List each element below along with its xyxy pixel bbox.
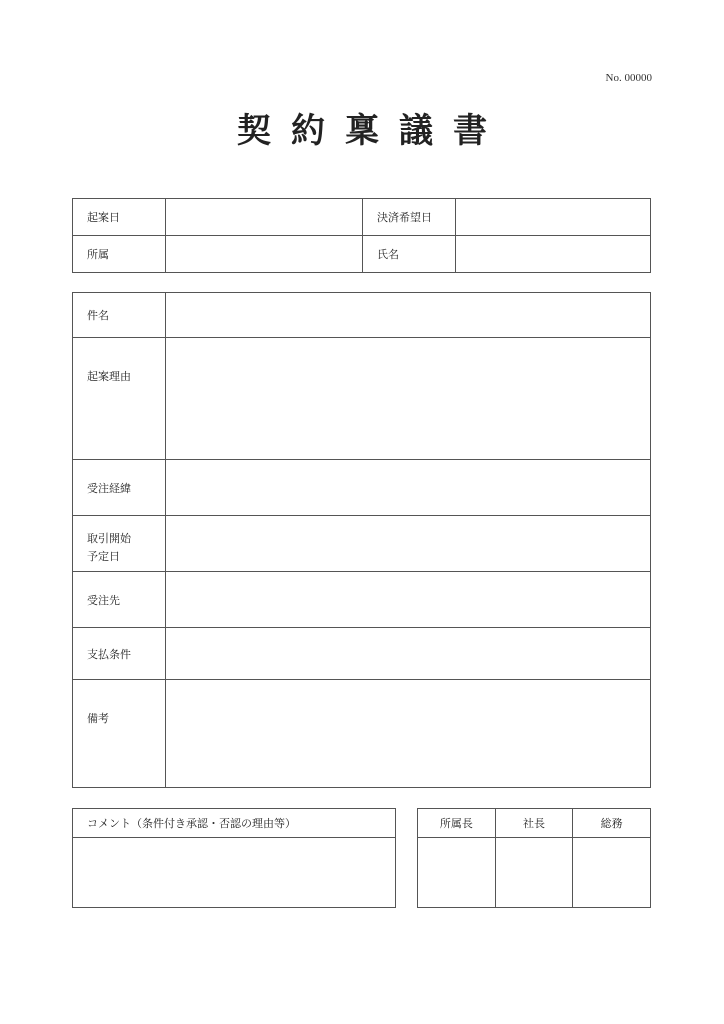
subject-label: 件名 bbox=[73, 293, 166, 338]
subject-field[interactable] bbox=[166, 293, 651, 338]
remarks-field[interactable] bbox=[166, 680, 651, 788]
background-label: 受注経緯 bbox=[73, 460, 166, 516]
approval-stamp-president[interactable] bbox=[495, 838, 573, 908]
name-label: 氏名 bbox=[363, 236, 456, 273]
comment-label: コメント（条件付き承認・否認の理由等） bbox=[73, 809, 396, 838]
approval-header-president: 社長 bbox=[495, 809, 573, 838]
page-title: 契約稟議書 bbox=[237, 111, 507, 151]
department-field[interactable] bbox=[166, 236, 363, 273]
department-label: 所属 bbox=[73, 236, 166, 273]
decision-date-field[interactable] bbox=[456, 199, 651, 236]
comment-table bbox=[72, 808, 396, 908]
comment-field[interactable] bbox=[73, 838, 396, 908]
approval-header-general-affairs: 総務 bbox=[573, 809, 651, 838]
decision-date-label: 決済希望日 bbox=[363, 199, 456, 236]
start-date-label-line1: 取引開始 bbox=[87, 532, 131, 545]
client-field[interactable] bbox=[166, 572, 651, 628]
reason-field[interactable] bbox=[166, 338, 651, 460]
payment-field[interactable] bbox=[166, 628, 651, 680]
draft-date-label: 起案日 bbox=[73, 199, 166, 236]
start-date-label bbox=[73, 516, 166, 572]
start-date-label-line2: 予定日 bbox=[87, 550, 120, 563]
remarks-label: 備考 bbox=[73, 680, 166, 788]
background-field[interactable] bbox=[166, 460, 651, 516]
approval-stamp-general-affairs[interactable] bbox=[573, 838, 651, 908]
document-number: No. 00000 bbox=[605, 72, 652, 84]
draft-date-field[interactable] bbox=[166, 199, 363, 236]
approval-stamp-dept-head[interactable] bbox=[418, 838, 496, 908]
payment-label: 支払条件 bbox=[73, 628, 166, 680]
info-table bbox=[72, 198, 651, 273]
start-date-field[interactable] bbox=[166, 516, 651, 572]
name-field[interactable] bbox=[456, 236, 651, 273]
client-label: 受注先 bbox=[73, 572, 166, 628]
approval-table bbox=[417, 808, 651, 908]
reason-label: 起案理由 bbox=[73, 338, 166, 460]
approval-header-dept-head: 所属長 bbox=[418, 809, 496, 838]
main-table bbox=[72, 292, 651, 788]
